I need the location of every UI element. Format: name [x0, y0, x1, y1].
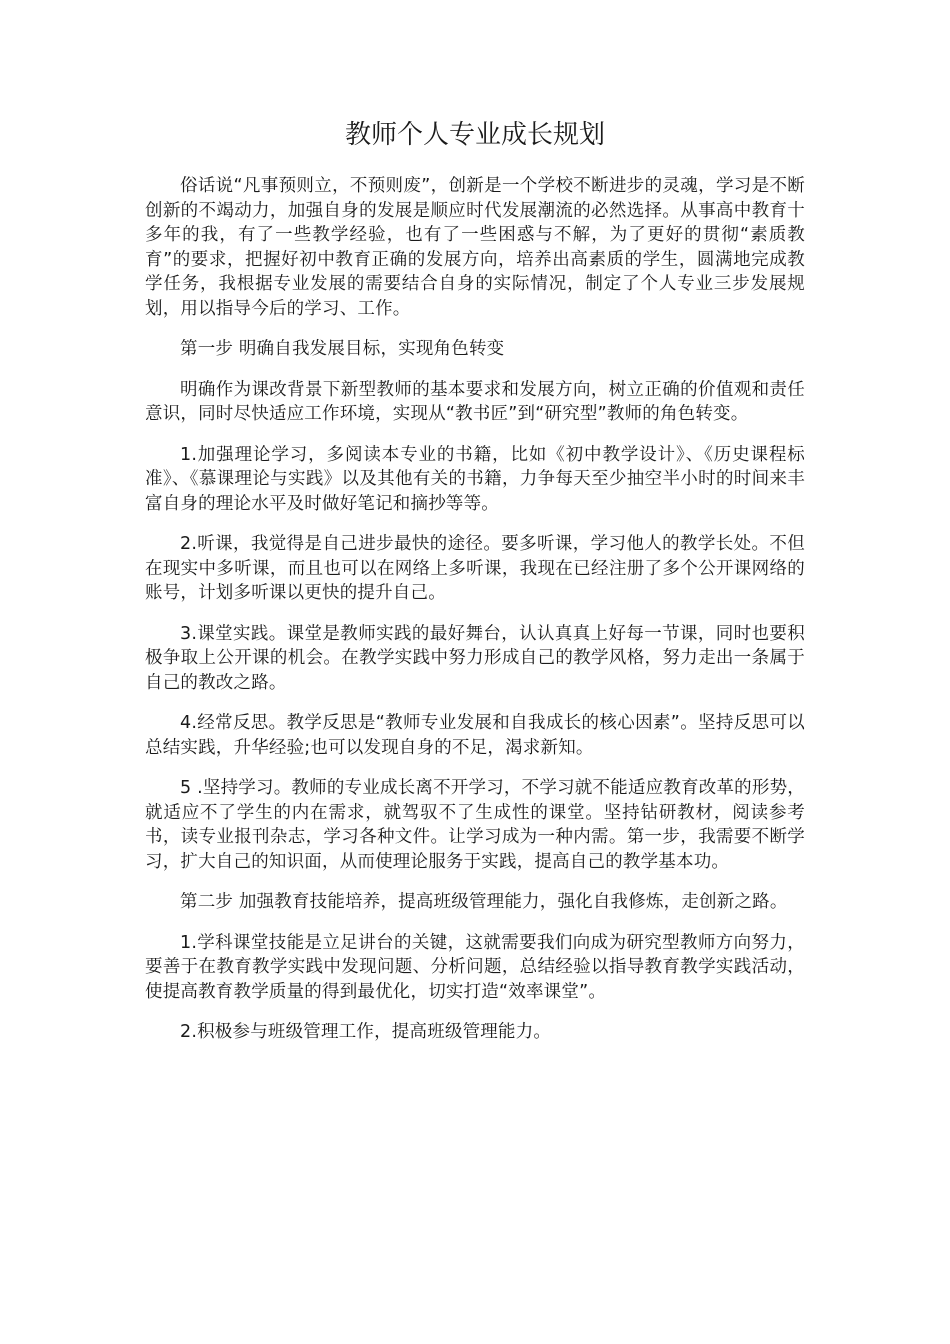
paragraph-item-reflection: 4.经常反思。教学反思是“教师专业发展和自我成长的核心因素”。坚持反思可以总结实践，升华经验;也可以发现自身的不足，渴求新知。	[145, 713, 805, 758]
paragraph-item-theory: 1.加强理论学习，多阅读本专业的书籍，比如《初中教学设计》、《历史课程标准》、《慕课理论与实践》以及其他有关的书籍，力争每天至少抽空半小时的时间来丰富自身的理论水平及时做好笔记和摘抄等等。	[145, 444, 805, 514]
paragraph-item-class-management: 2.积极参与班级管理工作，提高班级管理能力。	[180, 1022, 552, 1042]
paragraph-step-two-heading: 第二步 加强教育技能培养，提高班级管理能力，强化自我修炼，走创新之路。	[180, 892, 788, 912]
paragraph-step-one-goal: 明确作为课改背景下新型教师的基本要求和发展方向，树立正确的价值观和责任意识，同时尽快适应工作环境，实现从“教书匠”到“研究型”教师的角色转变。	[145, 379, 805, 424]
paragraph-item-listening: 2.听课，我觉得是自己进步最快的途径。要多听课，学习他人的教学长处。不但在现实中多听课，而且也可以在网络上多听课，我现在已经注册了多个公开课网络的账号，计划多听课以更快的提升自己。	[145, 534, 805, 603]
paragraph-item-learning: 5 .坚持学习。教师的专业成长离不开学习，不学习就不能适应教育改革的形势，就适应不了学生的内在需求，就驾驭不了生成性的课堂。坚持钻研教材，阅读参考书，读专业报刊杂志，学习各种文件。让学习成为一种内需。第一步，我需要不断学习，扩大自己的知识面，从而使理论服务于实践，提高自己的教学基本功。	[145, 778, 805, 872]
paragraph-intro: 俗话说“凡事预则立，不预则废”，创新是一个学校不断进步的灵魂，学习是不断创新的不竭动力，加强自身的发展是顺应时代发展潮流的必然选择。从事高中教育十多年的我，有了一些教学经验，也有了一些困惑与不解，为了更好的贯彻“素质教育”的要求，把握好初中教育正确的发展方向，培养出高素质的学生，圆满地完成教学任务，我根据专业发展的需要结合自身的实际情况，制定了个人专业三步发展规划，用以指导今后的学习、工作。	[145, 176, 805, 319]
document-title: 教师个人专业成长规划	[344, 120, 605, 150]
paragraph-item-practice: 3.课堂实践。课堂是教师实践的最好舞台，认认真真上好每一节课，同时也要积极争取上公开课的机会。在教学实践中努力形成自己的教学风格，努力走出一条属于自己的教改之路。	[145, 623, 805, 693]
paragraph-item-classroom-skills: 1.学科课堂技能是立足讲台的关键，这就需要我们向成为研究型教师方向努力，要善于在教育教学实践中发现问题、分析问题，总结经验以指导教育教学实践活动，使提高教育教学质量的得到最优化，切实打造“效率课堂”。	[145, 932, 805, 1002]
paragraph-step-one-heading: 第一步 明确自我发展目标，实现角色转变	[180, 339, 505, 359]
document-body	[145, 174, 805, 1061]
